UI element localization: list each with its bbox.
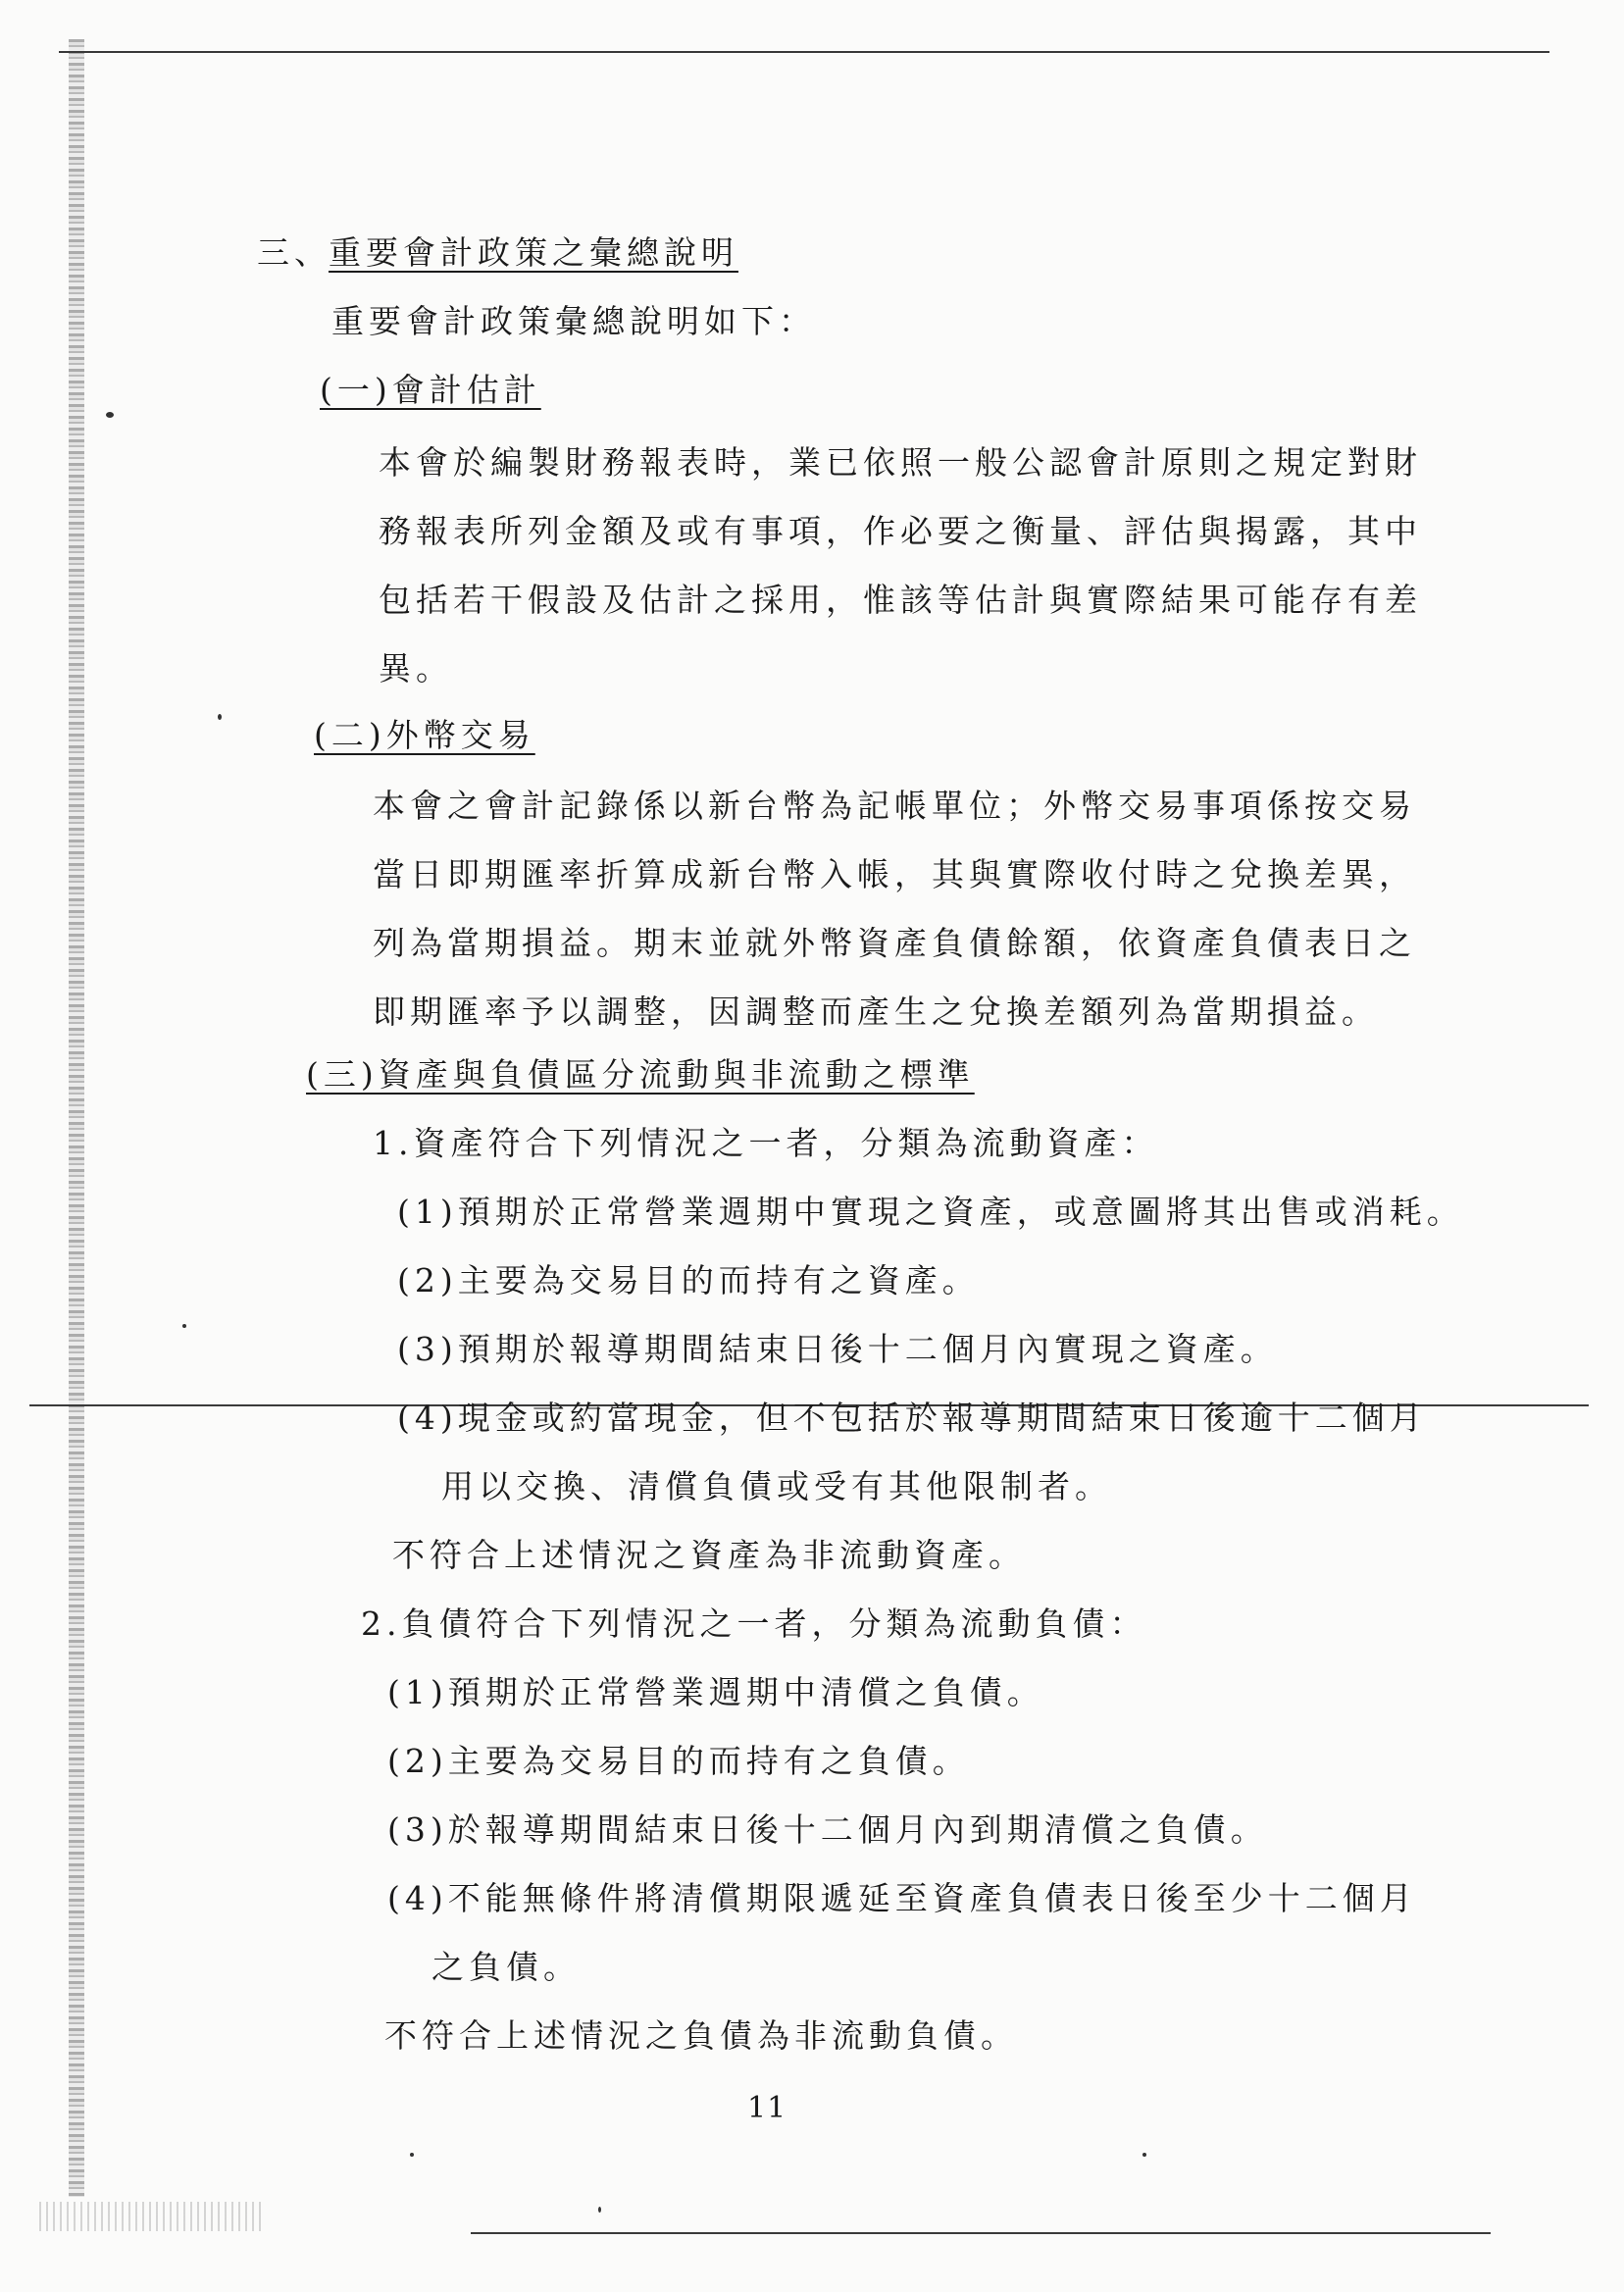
- paragraph-line: 當日即期匯率折算成新台幣入帳，其與實際收付時之兌換差異，: [373, 855, 1416, 893]
- assets-note: 不符合上述情況之資產為非流動資產。: [392, 1536, 1026, 1574]
- liabilities-item: (4)不能無條件將清償期限遞延至資產負債表日後至少十二個月: [387, 1879, 1417, 1917]
- liabilities-item: (2)主要為交易目的而持有之負債。: [387, 1742, 970, 1780]
- assets-item: (4)現金或約當現金，但不包括於報導期間結束日後逾十二個月: [397, 1399, 1427, 1437]
- assets-intro: 1.資產符合下列情況之一者，分類為流動資產：: [373, 1124, 1159, 1162]
- scan-speck: [598, 2207, 601, 2213]
- scan-speck: [106, 412, 114, 418]
- top-rule: [59, 51, 1549, 53]
- section-intro: 重要會計政策彙總說明如下：: [331, 302, 816, 340]
- scan-speck: [410, 2153, 414, 2157]
- liabilities-intro: 2.負債符合下列情況之一者，分類為流動負債：: [361, 1604, 1147, 1643]
- subsection-heading-accounting-estimates: (一)會計估計: [320, 371, 541, 409]
- subsection-heading-current-classification: (三)資產與負債區分流動與非流動之標準: [306, 1055, 975, 1094]
- paragraph-line: 包括若干假設及估計之採用，惟該等估計與實際結果可能存有差: [379, 581, 1422, 619]
- section-number: 三、: [257, 233, 331, 272]
- page-number: 11: [747, 2091, 787, 2125]
- liabilities-item: (1)預期於正常營業週期中清償之負債。: [387, 1673, 1044, 1711]
- subsection-heading-foreign-currency: (二)外幣交易: [314, 716, 535, 754]
- paragraph-line: 異。: [379, 649, 453, 688]
- paragraph-line: 即期匯率予以調整，因調整而產生之兌換差額列為當期損益。: [373, 993, 1379, 1031]
- liabilities-item: (3)於報導期間結束日後十二個月內到期清償之負債。: [387, 1810, 1268, 1849]
- paragraph-line: 列為當期損益。期末並就外幣資產負債餘額，依資產負債表日之: [373, 924, 1416, 962]
- assets-item: (1)預期於正常營業週期中實現之資產，或意圖將其出售或消耗。: [397, 1193, 1464, 1231]
- scan-speck: [1142, 2153, 1146, 2157]
- scan-speck: [182, 1324, 186, 1328]
- assets-item-continuation: 用以交換、清償負債或受有其他限制者。: [441, 1467, 1112, 1505]
- paragraph-line: 務報表所列金額及或有事項，作必要之衡量、評估與揭露，其中: [379, 512, 1422, 550]
- bottom-rule: [471, 2232, 1491, 2234]
- assets-item: (2)主要為交易目的而持有之資產。: [397, 1261, 980, 1299]
- scan-speck: [218, 714, 222, 720]
- liabilities-item-continuation: 之負債。: [431, 1948, 581, 1986]
- assets-item: (3)預期於報導期間結束日後十二個月內實現之資產。: [397, 1330, 1278, 1368]
- section-title: 重要會計政策之彙總說明: [329, 233, 738, 272]
- paragraph-line: 本會於編製財務報表時，業已依照一般公認會計原則之規定對財: [379, 443, 1422, 482]
- scan-corner-noise: [39, 2202, 265, 2231]
- scan-edge-noise: [69, 39, 84, 2197]
- paragraph-line: 本會之會計記錄係以新台幣為記帳單位；外幣交易事項係按交易: [373, 787, 1416, 825]
- liabilities-note: 不符合上述情況之負債為非流動負債。: [384, 2016, 1018, 2055]
